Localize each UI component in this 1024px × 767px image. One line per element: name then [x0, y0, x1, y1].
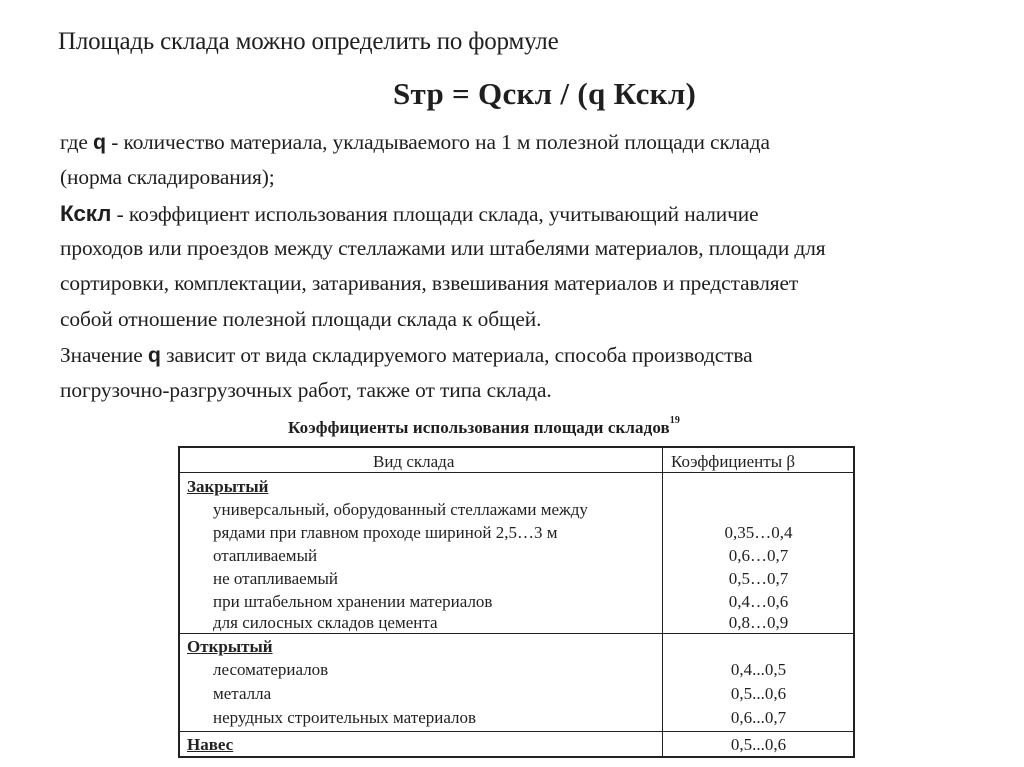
table-header-coefficient: Коэффициенты β	[671, 452, 796, 471]
open-item-metal: металла	[213, 684, 272, 703]
closed-item-universal-value: 0,35…0,4	[724, 523, 793, 542]
definition-k-text-3: сортировки, комплектации, затаривания, взвешивания материалов и представляет	[60, 271, 799, 296]
table-title-text: Коэффициенты использования площади складов	[288, 418, 670, 437]
variable-kskl: Кскл	[60, 201, 112, 226]
value-note-text-1: зависит от вида складируемого материала, способа производства	[160, 343, 753, 367]
closed-item-cement-silo-value: 0,8…0,9	[728, 613, 789, 632]
value-note-prefix: Значение	[60, 343, 148, 367]
closed-item-unheated-value: 0,5…0,7	[728, 569, 789, 588]
slide-title: Площадь склада можно определить по формуле	[58, 28, 559, 55]
definition-q-prefix: где	[60, 130, 94, 154]
open-item-metal-value: 0,5...0,6	[730, 684, 787, 703]
open-item-nonmetallic-value: 0,6...0,7	[730, 708, 787, 727]
group-open: Открытый	[187, 637, 273, 656]
definition-q	[60, 125, 770, 195]
open-item-timber-value: 0,4...0,5	[730, 660, 787, 679]
formula: Sтр = Qскл / (q Кскл)	[393, 76, 697, 111]
coefficients-table	[178, 446, 855, 758]
open-item-timber: лесоматериалов	[213, 660, 329, 679]
group-closed: Закрытый	[187, 477, 269, 496]
closed-item-stacked-value: 0,4…0,6	[728, 592, 789, 611]
definition-q-line-1	[60, 125, 770, 160]
definition-k-text-1: - коэффициент использования площади склада, учитывающий наличие	[111, 202, 759, 226]
table-group-divider-shed	[180, 731, 853, 732]
closed-item-stacked: при штабельном хранении материалов	[213, 592, 493, 611]
shed-value: 0,5...0,6	[730, 735, 787, 754]
closed-item-heated-value: 0,6…0,7	[728, 546, 789, 565]
open-item-nonmetallic: нерудных строительных материалов	[213, 708, 477, 727]
definition-k-text-4: собой отношение полезной площади склада к общей.	[60, 306, 542, 331]
definition-q-text-1: - количество материала, укладываемого на 1 м полезной площади склада	[106, 130, 770, 154]
definition-q-text-2: (норма складирования);	[60, 165, 275, 190]
variable-q: q	[93, 130, 107, 154]
definition-k-line-1	[60, 196, 826, 231]
table-header-type: Вид склада	[373, 452, 455, 471]
closed-item-universal-line-1: универсальный, оборудованный стеллажами между	[213, 500, 588, 519]
value-note-text-2: погрузочно-разгрузочных работ, также от типа склада.	[60, 378, 552, 403]
value-note	[60, 338, 753, 408]
closed-item-unheated: не отапливаемый	[213, 569, 338, 588]
closed-item-heated: отапливаемый	[213, 546, 318, 565]
closed-item-universal-line-2: рядами при главном проходе шириной 2,5…3 м	[213, 523, 558, 542]
table-title	[288, 415, 680, 438]
table-title-footnote: 19	[669, 415, 680, 427]
closed-item-cement-silo: для силосных складов цемента	[213, 613, 438, 632]
group-shed: Навес	[187, 735, 234, 754]
definition-k-text-2: проходов или проездов между стеллажами или штабелями материалов, площади для	[60, 236, 826, 261]
variable-q-value: q	[147, 343, 161, 367]
definition-k	[60, 196, 826, 337]
value-note-line-1	[60, 338, 753, 373]
